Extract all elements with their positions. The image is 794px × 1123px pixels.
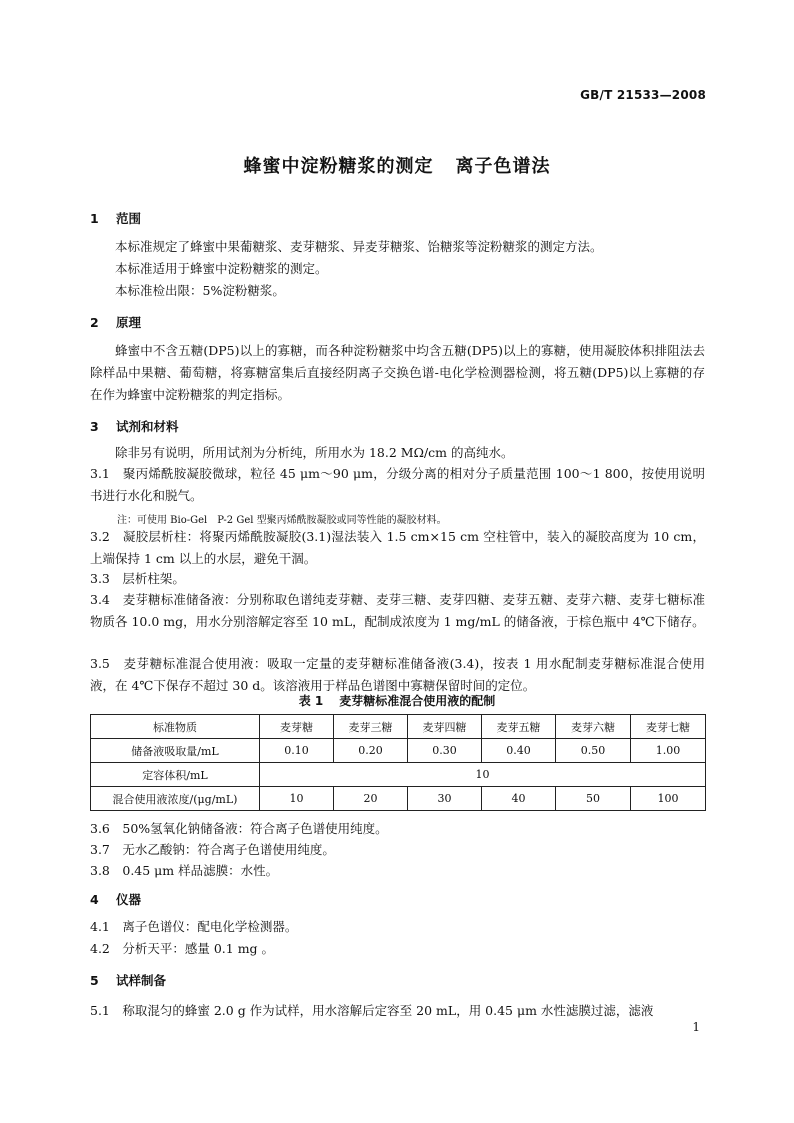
table-cell-merged: 10 bbox=[260, 763, 706, 787]
section-3-heading: 3 试剂和材料 bbox=[90, 419, 179, 434]
item-3-4: 3.4 麦芽糖标准储备液：分别称取色谱纯麦芽糖、麦芽三糖、麦芽四糖、麦芽五糖、麦芽六糖、麦芽七糖标准物质各 10.0 mg，用水分别溶解定容至 10 mL，配制成浓度为 1 mg/mL 的储备液，于棕色瓶中 4℃下储存。 bbox=[90, 592, 705, 629]
table-cell: 10 bbox=[260, 787, 334, 811]
item-4-1: 4.1 离子色谱仪：配电化学检测器。 bbox=[90, 919, 298, 934]
table-1-caption: 表 1 麦芽糖标准混合使用液的配制 bbox=[298, 694, 496, 708]
section-5-heading: 5 试样制备 bbox=[90, 973, 167, 988]
table-cell: 20 bbox=[334, 787, 408, 811]
item-4-2: 4.2 分析天平：感量 0.1 mg 。 bbox=[90, 941, 275, 956]
row-label: 储备液吸取量/mL bbox=[91, 739, 260, 763]
table-header-cell: 麦芽五糖 bbox=[482, 715, 556, 739]
table-header-cell: 标准物质 bbox=[91, 715, 260, 739]
table-cell: 40 bbox=[482, 787, 556, 811]
document-title bbox=[0, 152, 794, 178]
table-row bbox=[91, 763, 706, 787]
item-3-1: 3.1 聚丙烯酰胺凝胶微球，粒径 45 μm～90 μm，分级分离的相对分子质量范围 100～1 800，按使用说明书进行水化和脱气。 bbox=[90, 466, 705, 503]
standard-code: GB/T 21533—2008 bbox=[580, 88, 706, 102]
title-method: 离子色谱法 bbox=[455, 156, 551, 177]
section-4-heading: 4 仪器 bbox=[90, 892, 142, 907]
table-row bbox=[91, 787, 706, 811]
table-cell: 0.30 bbox=[408, 739, 482, 763]
table-cell: 30 bbox=[408, 787, 482, 811]
item-3-2: 3.2 凝胶层析柱：将聚丙烯酰胺凝胶(3.1)湿法装入 1.5 cm×15 cm 空柱管中，装入的凝胶高度为 10 cm，上端保持 1 cm 以上的水层，避免干涸。 bbox=[90, 529, 705, 566]
item-3-5: 3.5 麦芽糖标准混合使用液：吸取一定量的麦芽糖标准储备液(3.4)，按表 1 用水配制麦芽糖标准混合使用液，在 4℃下保存不超过 30 d。该溶液用于样品色谱图中寡糖保留时间的定位。 bbox=[90, 656, 705, 693]
page-number: 1 bbox=[692, 1020, 700, 1034]
item-3-6: 3.6 50%氢氧化钠储备液：符合离子色谱使用纯度。 bbox=[90, 821, 388, 836]
scope-paragraph-2: 本标准适用于蜂蜜中淀粉糖浆的测定。 bbox=[115, 261, 328, 276]
item-3-3: 3.3 层析柱架。 bbox=[90, 571, 185, 586]
note-bio-gel: 注：可使用 Bio-Gel P-2 Gel 型聚丙烯酰胺凝胶或同等性能的凝胶材料。 bbox=[117, 515, 447, 526]
table-cell: 1.00 bbox=[631, 739, 706, 763]
table-header-cell: 麦芽六糖 bbox=[556, 715, 631, 739]
item-5-1: 5.1 称取混匀的蜂蜜 2.0 g 作为试样，用水溶解后定容至 20 mL，用 0.45 μm 水性滤膜过滤，滤液 bbox=[90, 1003, 654, 1018]
scope-paragraph-3: 本标准检出限：5%淀粉糖浆。 bbox=[115, 283, 285, 298]
table-cell: 100 bbox=[631, 787, 706, 811]
table-cell: 0.50 bbox=[556, 739, 631, 763]
table-header-cell: 麦芽四糖 bbox=[408, 715, 482, 739]
row-label: 混合使用液浓度/(μg/mL) bbox=[91, 787, 260, 811]
row-label: 定容体积/mL bbox=[91, 763, 260, 787]
table-cell: 0.10 bbox=[260, 739, 334, 763]
item-3-8: 3.8 0.45 μm 样品滤膜：水性。 bbox=[90, 863, 279, 878]
section-1-heading: 1 范围 bbox=[90, 211, 142, 226]
principle-paragraph: 蜂蜜中不含五糖(DP5)以上的寡糖，而各种淀粉糖浆中均含五糖(DP5)以上的寡糖，使用凝胶体积排阻法去除样品中果糖、葡萄糖，将寡糖富集后直接经阴离子交换色谱-电化学检测器检测，将五糖(DP5)以上寡糖的存在作为蜂蜜中淀粉糖浆的判定指标。 bbox=[90, 343, 705, 402]
table-header-cell: 麦芽七糖 bbox=[631, 715, 706, 739]
table-header-row bbox=[91, 715, 706, 739]
table-header-cell: 麦芽糖 bbox=[260, 715, 334, 739]
reagents-intro: 除非另有说明，所用试剂为分析纯，所用水为 18.2 MΩ/cm 的高纯水。 bbox=[115, 445, 514, 460]
table-cell: 0.20 bbox=[334, 739, 408, 763]
section-2-heading: 2 原理 bbox=[90, 315, 142, 330]
table-header-cell: 麦芽三糖 bbox=[334, 715, 408, 739]
title-main: 蜂蜜中淀粉糖浆的测定 bbox=[243, 156, 434, 177]
table-cell: 50 bbox=[556, 787, 631, 811]
table-1 bbox=[90, 714, 706, 811]
table-row bbox=[91, 739, 706, 763]
table-cell: 0.40 bbox=[482, 739, 556, 763]
item-3-7: 3.7 无水乙酸钠：符合离子色谱使用纯度。 bbox=[90, 842, 335, 857]
scope-paragraph-1: 本标准规定了蜂蜜中果葡糖浆、麦芽糖浆、异麦芽糖浆、饴糖浆等淀粉糖浆的测定方法。 bbox=[115, 239, 603, 254]
